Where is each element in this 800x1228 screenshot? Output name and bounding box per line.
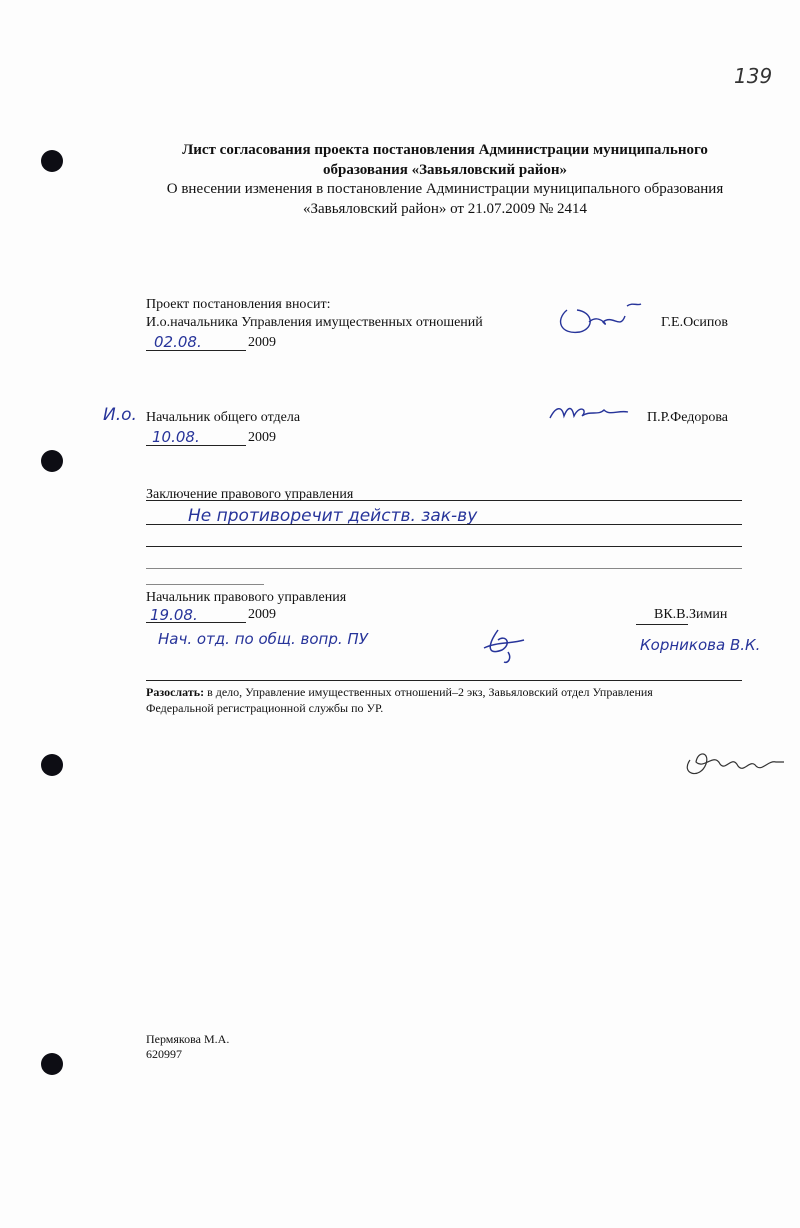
general-dept-date-hand: 10.08. [152, 428, 200, 446]
date-line [146, 445, 246, 446]
page-number: 139 [734, 64, 773, 88]
distribution-label: Разослать: [146, 685, 205, 699]
signature-bottom [680, 740, 790, 784]
submitter-year: 2009 [248, 335, 276, 350]
punch-hole [41, 150, 63, 172]
legal-head-label: Начальник правового управления [146, 590, 347, 605]
distribution-text: в дело, Управление имущественных отношений–2 экз, Завьяловский отдел Управления [204, 685, 653, 699]
legal-name-hand: Корникова В.К. [640, 636, 761, 654]
conclusion-line [146, 524, 742, 525]
legal-conclusion-hand: Не противоречит действ. зак-ву [188, 506, 478, 526]
legal-head-date-hand: 19.08. [150, 606, 198, 624]
punch-hole [41, 1053, 63, 1075]
punch-hole [41, 450, 63, 472]
signature-line [636, 624, 688, 625]
date-line [146, 622, 246, 623]
general-dept-name: П.Р.Федорова [647, 410, 728, 425]
author-phone: 620997 [146, 1047, 182, 1061]
author-name: Пермякова М.А. [146, 1032, 230, 1046]
punch-hole [41, 754, 63, 776]
legal-head-year: 2009 [248, 607, 276, 622]
conclusion-line [146, 584, 264, 585]
general-dept-label: Начальник общего отдела [146, 410, 301, 425]
conclusion-line [146, 500, 742, 501]
legal-position-hand: Нач. отд. по общ. вопр. ПУ [158, 630, 368, 648]
legal-head-name: ВК.В.Зимин [654, 607, 728, 622]
signature-fedorova [548, 402, 638, 422]
submitter-name: Г.Е.Осипов [661, 315, 728, 330]
submitter-position: И.о.начальника Управления имущественных отношений [146, 315, 483, 330]
signature-legal [478, 626, 528, 666]
section-divider [146, 680, 742, 681]
doc-subtitle-line1: О внесении изменения в постановление Администрации муниципального образования [166, 181, 724, 197]
general-dept-year: 2009 [248, 430, 276, 445]
distribution-line2: Федеральной регистрационной службы по УР. [146, 701, 384, 715]
acting-prefix-hand: И.о. [103, 405, 137, 425]
signature-osipov [555, 300, 645, 340]
doc-title-line1: Лист согласования проекта постановления Администрации муниципального [182, 142, 708, 158]
conclusion-line [146, 546, 742, 547]
date-line [146, 350, 246, 351]
submitter-date-hand: 02.08. [154, 333, 202, 351]
legal-conclusion-label: Заключение правового управления [146, 487, 354, 502]
submitter-label: Проект постановления вносит: [146, 297, 331, 312]
doc-subtitle-line2: «Завьяловский район» от 21.07.2009 № 2414 [302, 201, 588, 217]
doc-title-line2: образования «Завьяловский район» [322, 162, 567, 178]
conclusion-line [146, 568, 742, 569]
distribution-line1 [146, 684, 742, 700]
